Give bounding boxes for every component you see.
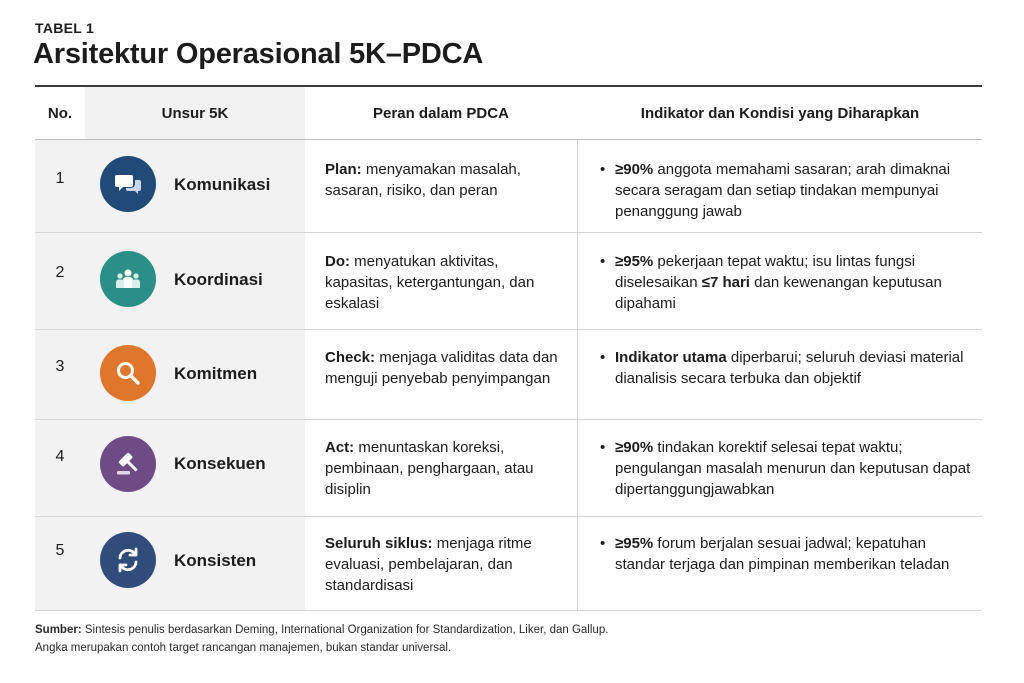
table-row	[35, 420, 982, 517]
unsur-label: Konsisten	[174, 551, 257, 570]
row-number: 3	[55, 358, 65, 375]
row-number: 2	[55, 264, 65, 281]
row-number: 5	[55, 542, 65, 559]
header-peran: Peran dalam PDCA	[373, 104, 509, 122]
team-people-icon	[100, 251, 156, 307]
unsur-label: Konsekuen	[174, 454, 266, 473]
page-title: Arsitektur Operasional 5K–PDCA	[33, 38, 484, 70]
header-no: No.	[47, 104, 73, 122]
table-row	[35, 233, 982, 330]
magnifier-icon	[100, 345, 156, 401]
table-row	[35, 330, 982, 420]
indikator-text: • ≥90% anggota memahami sasaran; arah dimaknai secara seragam dan setiap tindakan mempunyai penanggung jawab	[600, 161, 951, 220]
source-note: Sumber: Sintesis penulis berdasarkan Deming, International Organization for Standardization, Liker, dan Gallup.	[35, 624, 609, 636]
table-eyebrow: TABEL 1	[35, 20, 95, 36]
table-header	[35, 87, 982, 140]
unsur-label: Koordinasi	[174, 270, 263, 289]
peran-text: Check: menjaga validitas data dan menguji penyebab penyimpangan	[325, 349, 558, 387]
gavel-icon	[100, 436, 156, 492]
indikator-text: • ≥95% pekerjaan tepat waktu; isu lintas fungsi diselesaikan ≤7 hari dan kewenangan keputusan dipahami	[600, 253, 942, 312]
peran-text: Plan: menyamakan masalah, sasaran, risiko, dan peran	[325, 161, 521, 199]
peran-text: Act: menuntaskan koreksi, pembinaan, penghargaan, atau disiplin	[325, 439, 534, 498]
peran-text: Do: menyatukan aktivitas, kapasitas, ketergantungan, dan eskalasi	[325, 253, 535, 312]
chat-bubbles-icon	[100, 156, 156, 212]
table-row	[35, 517, 982, 611]
cycle-arrows-icon	[100, 532, 156, 588]
indikator-text: • Indikator utama diperbarui; seluruh deviasi material dianalisis secara terbuka dan objektif	[600, 349, 964, 387]
indikator-text: • ≥90% tindakan korektif selesai tepat waktu; pengulangan masalah menurun dan keputusan dapat dipertanggungjawabkan	[600, 439, 971, 498]
row-number: 4	[55, 448, 65, 465]
pdca-table	[35, 87, 982, 611]
unsur-label: Komitmen	[174, 364, 258, 383]
disclaimer-note: Angka merupakan contoh target rancangan manajemen, bukan standar universal.	[35, 642, 452, 654]
indikator-text: • ≥95% forum berjalan sesuai jadwal; kepatuhan standar terjaga dan pimpinan memberikan teladan	[600, 535, 950, 573]
unsur-label: Komunikasi	[174, 175, 271, 194]
table-row	[35, 140, 982, 233]
header-unsur: Unsur 5K	[85, 87, 305, 139]
peran-text: Seluruh siklus: menjaga ritme evaluasi, pembelajaran, dan standardisasi	[325, 535, 532, 594]
header-indikator: Indikator dan Kondisi yang Diharapkan	[640, 104, 920, 122]
row-number: 1	[55, 170, 65, 187]
